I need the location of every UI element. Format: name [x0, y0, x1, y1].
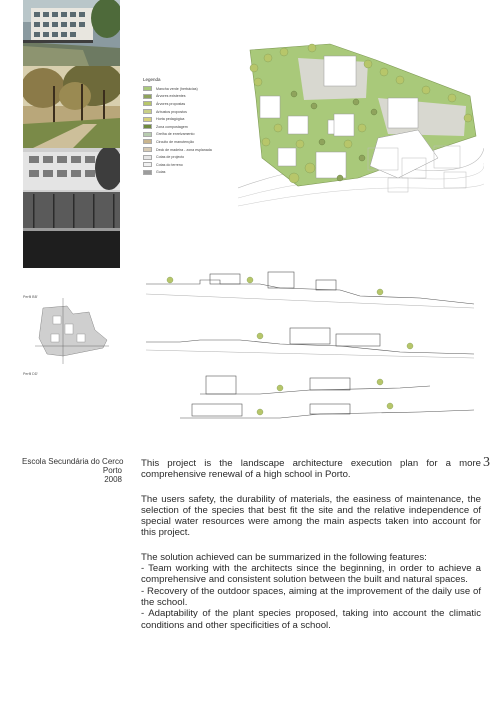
legend-item: [143, 146, 243, 154]
legend-title: Legenda: [143, 77, 161, 82]
legend-swatch: [143, 94, 152, 99]
paragraph-intro: This project is the landscape architecture execution plan for a more comprehensive renewal of a high school in Porto.: [141, 458, 481, 481]
legend-swatch: [143, 170, 152, 175]
project-year: 2008: [104, 475, 122, 484]
legend-item: [143, 100, 243, 108]
paragraph-summary-intro: The solution achieved can be summarized in the following features:: [141, 551, 427, 563]
legend-item: [143, 85, 243, 93]
legend-label: Deck de madeira - zona esplanada: [156, 147, 212, 152]
site-sections: [140, 268, 480, 438]
legend-item: [143, 131, 243, 139]
legend-swatch: [143, 101, 152, 106]
legend-label: Cotas de projecto: [156, 155, 185, 160]
legend-swatch: [143, 162, 152, 167]
legend-swatch: [143, 139, 152, 144]
legend-label: Circuito de manutenção: [156, 139, 194, 144]
legend-item: [143, 123, 243, 131]
project-description: [141, 458, 481, 631]
site-plan: [238, 38, 484, 210]
keymap-label-bottom: Perfil DD': [23, 372, 39, 376]
legend-item: [143, 115, 243, 123]
legend-label: Guias: [156, 170, 166, 175]
legend-label: Zona compostagem: [156, 124, 188, 129]
photo-school-building: [23, 0, 120, 66]
legend-label: Cotas do terreno: [156, 162, 183, 167]
keymap-label-top: Perfil BB': [23, 295, 38, 299]
legend-label: Arbustos propostos: [156, 109, 187, 114]
plan-legend: [143, 77, 243, 176]
legend-label: Horta pedagógica: [156, 117, 185, 122]
legend-swatch: [143, 147, 152, 152]
legend-item: [143, 169, 243, 177]
legend-item: [143, 93, 243, 101]
legend-swatch: [143, 86, 152, 91]
feature-item: - Recovery of the outdoor spaces, aiming at the improvement of the daily use of the school.: [141, 585, 481, 608]
legend-item: [143, 153, 243, 161]
photo-school-garden: [23, 66, 120, 148]
feature-item: - Team working with the architects since the beginning, in order to achieve a comprehensive and consistent solution between the built and natural spaces.: [141, 563, 481, 586]
page-number: 3: [483, 455, 490, 470]
legend-swatch: [143, 117, 152, 122]
legend-swatch: [143, 132, 152, 137]
legend-item: [143, 161, 243, 169]
legend-swatch: [143, 155, 152, 160]
project-caption: [22, 457, 122, 484]
paragraph-criteria: The users safety, the durability of materials, the easiness of maintenance, the selection of the species that best fit the site and the relative independence of special water resources were among the main aspects taken into account for this project.: [141, 493, 481, 539]
project-city: Porto: [102, 466, 122, 475]
legend-swatch: [143, 124, 152, 129]
project-name: Escola Secundária do Cerco: [22, 457, 124, 466]
legend-label: Grelha de enrelvamento: [156, 132, 195, 137]
legend-item: [143, 108, 243, 116]
legend-label: Mancha verde (herbácias): [156, 86, 198, 91]
photo-school-yard: [23, 148, 120, 268]
keymap: [23, 290, 113, 375]
legend-item: [143, 138, 243, 146]
legend-label: Árvores propostas: [156, 101, 186, 106]
legend-swatch: [143, 109, 152, 114]
feature-item: - Adaptability of the plant species proposed, taking into account the climatic conditions and other specificities of a school.: [141, 608, 481, 631]
legend-list: [143, 85, 243, 176]
legend-label: Árvores existentes: [156, 94, 186, 99]
